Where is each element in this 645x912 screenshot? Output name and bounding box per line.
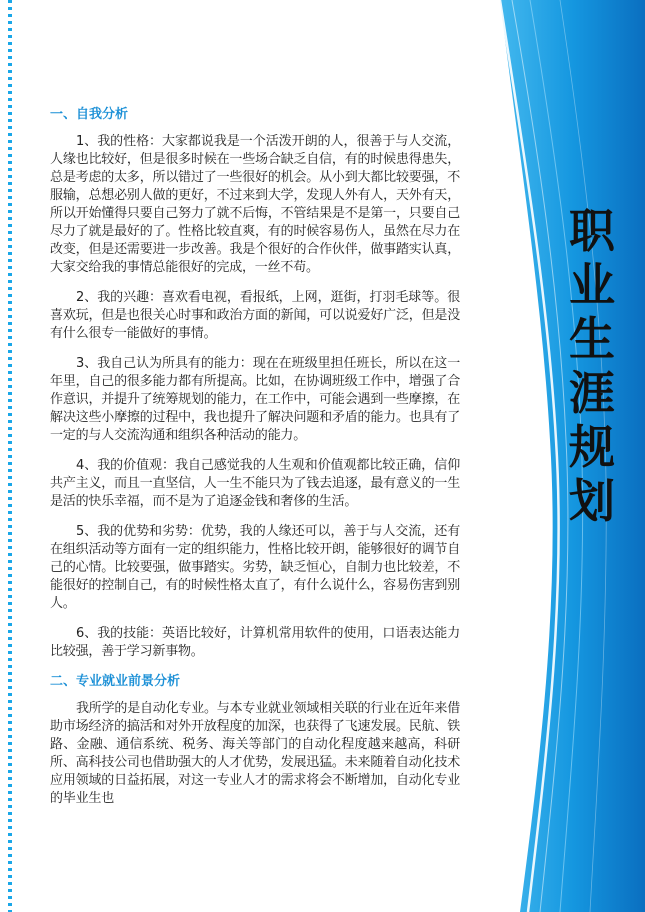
title-char: 生 — [569, 312, 615, 366]
section-heading-career-outlook: 二、专业就业前景分析 — [50, 674, 181, 689]
title-char: 划 — [569, 474, 615, 528]
paragraph-abilities: 3、我自己认为所具有的能力：现在在班级里担任班长，所以在这一年里，自己的很多能力都有所提高。比如，在协调班级工作中，增强了合作意识，并提升了统筹规划的能力，在工作中，可能会遇到一些摩擦，在解决这些小摩擦的过程中，我也提升了解决问题和矛盾的能力。也具有了一定的与人交流沟通和组织各种活动的能力。 — [50, 356, 460, 443]
title-char: 业 — [569, 258, 615, 312]
paragraph-interests: 2、我的兴趣：喜欢看电视，看报纸，上网，逛街，打羽毛球等。很喜欢玩，但是也很关心时事和政治方面的新闻，可以说爱好广泛，但是没有什么很专一能做好的事情。 — [50, 290, 460, 341]
paragraph-strengths-weaknesses: 5、我的优势和劣势：优势，我的人缘还可以，善于与人交流，还有在组织活动等方面有一定的组织能力，性格比较开朗，能够很好的调节自己的心情。比较要强，做事踏实。劣势，缺乏恒心，自制力也比较差，不能很好的控制自己，有的时候性格太直了，有什么说什么，容易伤害到别人。 — [50, 524, 460, 611]
paragraph-values: 4、我的价值观：我自己感觉我的人生观和价值观都比较正确，信仰共产主义，而且一直坚信，人一生不能只为了钱去追逐，最有意义的一生是活的快乐幸福，而不是为了追逐金钱和奢侈的生活。 — [50, 458, 460, 509]
title-char: 规 — [569, 420, 615, 474]
paragraph-skills: 6、我的技能：英语比较好，计算机常用软件的使用，口语表达能力比较强，善于学习新事物。 — [50, 626, 460, 659]
title-char: 涯 — [569, 366, 615, 420]
section-heading-self-analysis: 一、自我分析 — [50, 107, 129, 122]
paragraph-personality: 1、我的性格：大家都说我是一个活泼开朗的人，很善于与人交流，人缘也比较好，但是很多时候在一些场合缺乏自信，有的时候患得患失，总是考虑的太多，所以错过了一些很好的机会。从小到大都比较要强，不服输，总想必别人做的更好，不过来到大学，发现人外有人，天外有天，所以开始懂得只要自己努力了就不后悔，不管结果是不是第一，只要自己尽力了就是最好的了。性格比较直爽，有的时候容易伤人，虽然在尽力在改变，但是还需要进一步改善。我是个很好的合作伙伴，做事踏实认真，大家交给我的事情总能很好的完成，一丝不苟。 — [50, 134, 460, 275]
title-char: 职 — [569, 204, 615, 258]
vertical-title — [562, 204, 622, 528]
document-body — [50, 106, 460, 820]
paragraph-major-outlook: 我所学的是自动化专业。与本专业就业领域相关联的行业在近年来借助市场经济的搞活和对外开放程度的加深，也获得了飞速发展。民航、铁路、金融、通信系统、税务、海关等部门的自动化程度越来越高，科研所、高科技公司也借助强大的人才优势，发展迅猛。未来随着自动化技术应用领域的日益拓展，对这一专业人才的需求将会不断增加，自动化专业的毕业生也 — [50, 701, 461, 806]
